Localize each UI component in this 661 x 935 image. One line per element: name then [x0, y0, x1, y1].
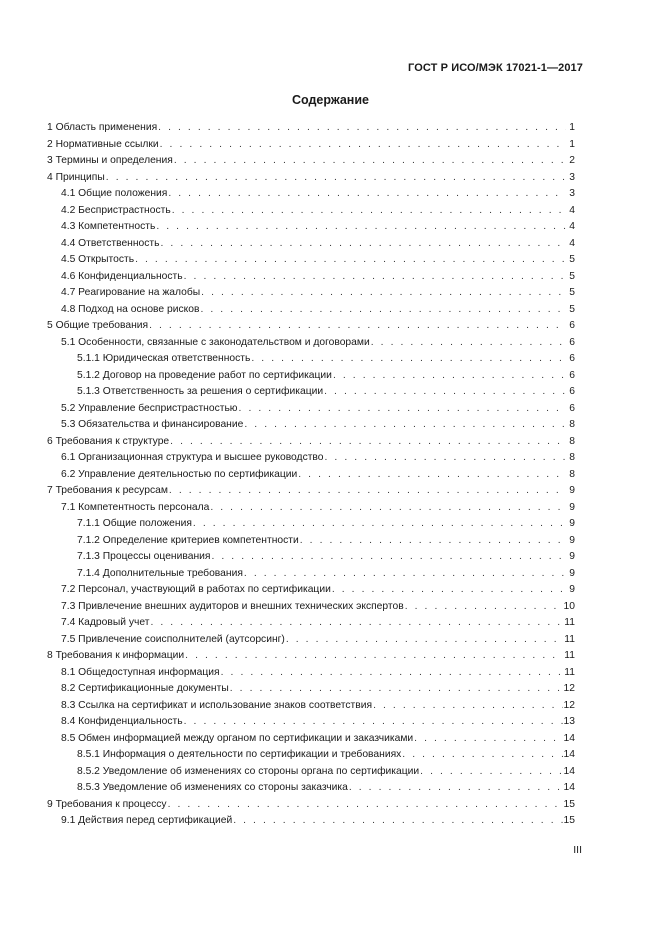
toc-entry-title: 5.3 Обязательства и финансирование — [61, 419, 244, 430]
toc-entry-page: 6 — [569, 353, 575, 364]
toc-entry[interactable] — [47, 797, 575, 814]
toc-entry[interactable] — [47, 648, 575, 665]
toc-leader-dots — [185, 648, 563, 665]
toc-leader-dots — [106, 170, 566, 187]
toc-entry-title: 4 Принципы — [47, 171, 105, 183]
toc-entry-page: 14 — [563, 765, 575, 777]
toc-entry-page: 9 — [569, 567, 575, 579]
toc-entry-title: 5.1.2 Договор на проведение работ по сертификации — [77, 369, 332, 381]
toc-entry-title: 9 Требования к процессу — [47, 798, 167, 810]
toc-leader-dots — [169, 483, 566, 500]
toc-entry-page: 9 — [569, 534, 575, 546]
toc-leader-dots — [239, 401, 566, 418]
toc-leader-dots — [184, 714, 563, 731]
toc-entry[interactable] — [47, 285, 575, 302]
toc-leader-dots — [286, 632, 563, 649]
toc-entry-title: 8.3 Ссылка на сертификат и использование знаков соответствия — [61, 699, 373, 711]
toc-leader-dots — [371, 335, 566, 352]
toc-entry-title: 7.3 Привлечение внешних аудиторов и внешних технических экспертов — [61, 600, 404, 612]
toc-entry[interactable] — [47, 203, 575, 220]
toc-entry-title: 4.7 Реагирование на жалобы — [61, 287, 201, 298]
toc-entry[interactable] — [47, 368, 575, 385]
toc-entry[interactable] — [47, 813, 575, 830]
toc-entry[interactable] — [47, 219, 575, 236]
toc-entry-title: 5.2 Управление беспристрастностью — [61, 402, 238, 414]
toc-entry-title: 7.1.3 Процессы оценивания — [77, 551, 211, 562]
toc-entry[interactable] — [47, 351, 575, 368]
toc-entry[interactable] — [47, 714, 575, 731]
toc-entry[interactable] — [47, 764, 575, 781]
toc-entry[interactable] — [47, 467, 575, 484]
toc-entry-title: 4.6 Конфиденциальность — [61, 270, 183, 282]
toc-leader-dots — [373, 698, 562, 715]
document-code-header: ГОСТ Р ИСО/МЭК 17021-1—2017 — [408, 62, 583, 74]
toc-entry-page: 4 — [569, 204, 575, 216]
toc-entry-page: 14 — [563, 732, 575, 744]
toc-entry-page: 8 — [569, 468, 575, 480]
toc-leader-dots — [150, 615, 563, 632]
toc-entry[interactable] — [47, 302, 575, 319]
toc-entry-page: 1 — [569, 138, 575, 150]
toc-entry-title: 2 Нормативные ссылки — [47, 138, 159, 150]
toc-leader-dots — [135, 252, 566, 269]
toc-entry-title: 8.4 Конфиденциальность — [61, 716, 183, 727]
toc-leader-dots — [170, 434, 566, 451]
toc-entry-title: 7 Требования к ресурсам — [47, 485, 168, 496]
toc-entry[interactable] — [47, 632, 575, 649]
toc-entry-page: 6 — [569, 369, 575, 381]
toc-leader-dots — [414, 731, 562, 748]
toc-entry-page: 8 — [569, 452, 575, 463]
toc-entry[interactable] — [47, 153, 575, 170]
toc-entry-page: 15 — [563, 798, 575, 810]
toc-leader-dots — [233, 813, 562, 830]
toc-entry-title: 8.1 Общедоступная информация — [61, 666, 220, 678]
toc-entry-page: 14 — [563, 749, 575, 760]
toc-entry-page: 9 — [569, 501, 575, 513]
toc-entry-title: 7.1.1 Общие положения — [77, 518, 192, 529]
toc-entry-page: 3 — [569, 171, 575, 183]
toc-leader-dots — [298, 467, 566, 484]
toc-leader-dots — [402, 747, 562, 764]
toc-entry-page: 5 — [569, 303, 575, 315]
toc-entry-title: 7.1.4 Дополнительные требования — [77, 567, 243, 579]
toc-entry-page: 13 — [563, 716, 575, 727]
toc-entry[interactable] — [47, 318, 575, 335]
toc-leader-dots — [333, 368, 566, 385]
toc-entry-title: 8.2 Сертификационные документы — [61, 683, 229, 694]
toc-entry[interactable] — [47, 698, 575, 715]
toc-entry-title: 6 Требования к структуре — [47, 435, 170, 447]
toc-leader-dots — [405, 599, 563, 616]
toc-entry-page: 6 — [569, 320, 575, 331]
toc-entry-title: 5.1.1 Юридическая ответственность — [77, 353, 251, 364]
toc-entry-title: 5 Общие требования — [47, 320, 149, 331]
toc-leader-dots — [324, 384, 566, 401]
toc-entry-page: 8 — [569, 435, 575, 447]
toc-leader-dots — [158, 120, 566, 137]
toc-entry-title: 8.5.3 Уведомление об изменениях со стороны заказчика — [77, 782, 348, 793]
toc-entry-page: 8 — [569, 419, 575, 430]
toc-entry-title: 5.1 Особенности, связанные с законодательством и договорами — [61, 336, 370, 348]
toc-entry[interactable] — [47, 186, 575, 203]
toc-leader-dots — [332, 582, 566, 599]
toc-entry-title: 8 Требования к информации — [47, 650, 185, 661]
toc-entry[interactable] — [47, 384, 575, 401]
toc-entry[interactable] — [47, 549, 575, 566]
toc-entry-page: 4 — [569, 237, 575, 249]
toc-entry[interactable] — [47, 615, 575, 632]
toc-entry-title: 4.3 Компетентность — [61, 221, 156, 232]
toc-entry[interactable] — [47, 731, 575, 748]
table-of-contents — [47, 120, 575, 830]
page-number: III — [573, 844, 582, 856]
toc-entry-title: 7.4 Кадровый учет — [61, 617, 150, 628]
toc-entry-title: 4.2 Беспристрастность — [61, 204, 171, 216]
toc-leader-dots — [172, 203, 566, 220]
toc-entry[interactable] — [47, 665, 575, 682]
toc-entry-title: 4.5 Открытость — [61, 254, 135, 265]
toc-entry[interactable] — [47, 516, 575, 533]
toc-leader-dots — [174, 153, 566, 170]
toc-entry-page: 5 — [569, 254, 575, 265]
toc-entry[interactable] — [47, 582, 575, 599]
toc-leader-dots — [200, 302, 566, 319]
toc-entry-title: 7.1 Компетентность персонала — [61, 501, 210, 513]
toc-entry-page: 1 — [569, 122, 575, 133]
toc-leader-dots — [244, 566, 566, 583]
toc-entry[interactable] — [47, 417, 575, 434]
toc-entry-title: 7.5 Привлечение соисполнителей (аутсорсинг) — [61, 633, 285, 645]
toc-entry-page: 11 — [564, 617, 575, 628]
toc-entry[interactable] — [47, 681, 575, 698]
toc-entry-title: 1 Область применения — [47, 122, 158, 133]
toc-leader-dots — [244, 417, 566, 434]
toc-entry[interactable] — [47, 120, 575, 137]
toc-entry-page: 5 — [569, 270, 575, 282]
toc-leader-dots — [210, 500, 566, 517]
toc-entry-page: 4 — [569, 221, 575, 232]
toc-entry[interactable] — [47, 137, 575, 154]
toc-entry-title: 8.5 Обмен информацией между органом по сертификации и заказчиками — [61, 732, 414, 744]
toc-entry-title: 8.5.1 Информация о деятельности по сертификации и требованиях — [77, 749, 402, 760]
toc-entry-page: 9 — [569, 485, 575, 496]
toc-leader-dots — [201, 285, 566, 302]
toc-entry[interactable] — [47, 252, 575, 269]
toc-entry-title: 6.2 Управление деятельностью по сертификации — [61, 468, 298, 480]
toc-leader-dots — [300, 533, 566, 550]
toc-entry[interactable] — [47, 747, 575, 764]
toc-entry-page: 9 — [569, 584, 575, 595]
toc-entry-title: 7.2 Персонал, участвующий в работах по сертификации — [61, 584, 331, 595]
toc-leader-dots — [184, 269, 566, 286]
toc-entry[interactable] — [47, 780, 575, 797]
toc-entry[interactable] — [47, 566, 575, 583]
toc-leader-dots — [156, 219, 566, 236]
toc-leader-dots — [211, 549, 566, 566]
toc-entry-page: 6 — [569, 386, 575, 397]
toc-leader-dots — [160, 137, 566, 154]
toc-entry[interactable] — [47, 450, 575, 467]
toc-entry-title: 6.1 Организационная структура и высшее руководство — [61, 452, 324, 463]
toc-entry-page: 5 — [569, 287, 575, 298]
toc-entry-title: 4.1 Общие положения — [61, 188, 168, 199]
toc-leader-dots — [420, 764, 562, 781]
toc-leader-dots — [230, 681, 563, 698]
toc-entry[interactable] — [47, 434, 575, 451]
page-title: Содержание — [291, 93, 369, 107]
toc-entry[interactable] — [47, 335, 575, 352]
toc-entry-page: 15 — [563, 815, 575, 826]
toc-entry-page: 11 — [564, 650, 575, 661]
toc-entry-title: 3 Термины и определения — [47, 155, 173, 166]
toc-entry[interactable] — [47, 599, 575, 616]
toc-entry-title: 4.8 Подход на основе рисков — [61, 303, 200, 315]
toc-entry[interactable] — [47, 170, 575, 187]
toc-entry[interactable] — [47, 500, 575, 517]
toc-entry-page: 11 — [564, 666, 575, 678]
toc-entry-page: 10 — [563, 600, 575, 612]
toc-entry-page: 3 — [569, 188, 575, 199]
toc-leader-dots — [161, 236, 566, 253]
toc-entry-page: 6 — [569, 402, 575, 414]
toc-entry[interactable] — [47, 269, 575, 286]
toc-leader-dots — [221, 665, 564, 682]
toc-entry[interactable] — [47, 483, 575, 500]
toc-leader-dots — [168, 797, 563, 814]
toc-entry[interactable] — [47, 533, 575, 550]
toc-entry-page: 9 — [569, 518, 575, 529]
toc-entry-page: 2 — [569, 155, 575, 166]
toc-leader-dots — [325, 450, 566, 467]
toc-entry-page: 12 — [563, 699, 575, 711]
toc-entry-title: 9.1 Действия перед сертификацией — [61, 815, 233, 826]
toc-entry-page: 9 — [569, 551, 575, 562]
toc-entry-title: 4.4 Ответственность — [61, 237, 160, 249]
toc-entry-title: 5.1.3 Ответственность за решения о сертификации — [77, 386, 324, 397]
toc-leader-dots — [193, 516, 566, 533]
toc-leader-dots — [168, 186, 566, 203]
toc-leader-dots — [251, 351, 566, 368]
toc-entry-title: 8.5.2 Уведомление об изменениях со стороны органа по сертификации — [77, 765, 420, 777]
toc-leader-dots — [149, 318, 566, 335]
toc-entry-page: 6 — [569, 336, 575, 348]
toc-entry[interactable] — [47, 236, 575, 253]
toc-entry-page: 14 — [563, 782, 575, 793]
toc-entry-page: 11 — [564, 633, 575, 645]
toc-entry-page: 12 — [563, 683, 575, 694]
toc-entry[interactable] — [47, 401, 575, 418]
toc-leader-dots — [349, 780, 563, 797]
toc-entry-title: 7.1.2 Определение критериев компетентности — [77, 534, 299, 546]
